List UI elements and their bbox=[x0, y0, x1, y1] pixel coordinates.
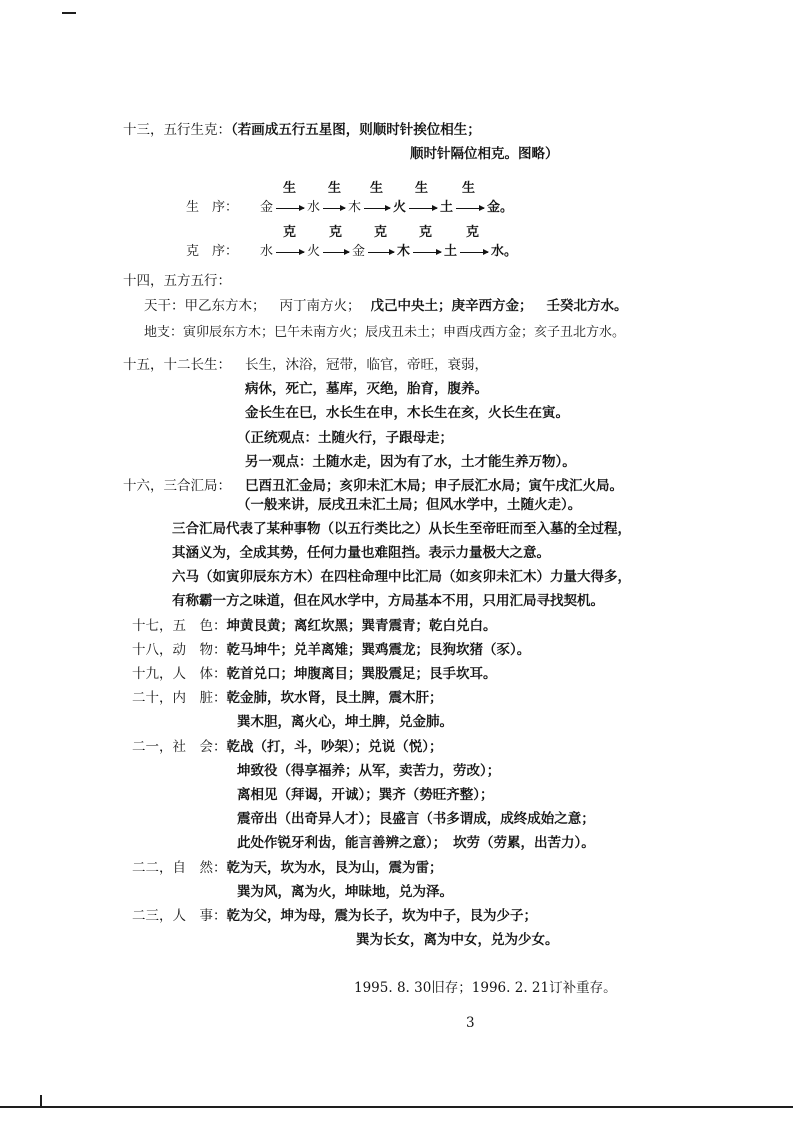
tiangan-entry: 丙丁南方火； bbox=[279, 298, 361, 314]
scan-tick-bottom bbox=[40, 1095, 42, 1108]
section-13-note-1: （若画成五行五星图，则顺时针挨位相生； bbox=[231, 122, 481, 138]
section-16-line: 其涵义为，全成其势，任何力量也难阻挡。表示力量极大之意。 bbox=[172, 545, 550, 561]
ke-relation: 克 bbox=[419, 225, 433, 240]
ke-relation: 克 bbox=[466, 225, 480, 240]
section-22-line: 乾为天，坎为水，艮为山，震为雷； bbox=[226, 860, 443, 876]
section-19 bbox=[132, 665, 497, 683]
section-17-text: 坤黄艮黄；离红坎黑；巽青震青；乾白兑白。 bbox=[226, 618, 497, 634]
section-23-heading: 二三，人 事： bbox=[132, 908, 227, 924]
section-17-heading: 十七，五 色： bbox=[132, 618, 227, 634]
tiangan-entry: 戊己中央土；庚辛西方金； bbox=[370, 298, 533, 314]
section-18 bbox=[132, 641, 530, 659]
ke-relation: 克 bbox=[374, 225, 388, 240]
ke-element: 土 bbox=[444, 244, 458, 259]
sheng-relation: 生 bbox=[415, 181, 429, 196]
ke-arrow bbox=[323, 252, 349, 253]
tiangan-entry: 甲乙东方木； bbox=[184, 298, 266, 314]
section-18-text: 乾马坤牛；兑羊离雉；巽鸡震龙；艮狗坎猪（豕）。 bbox=[226, 642, 531, 658]
section-22-line: 巽为风，离为火，坤昧地，兑为泽。 bbox=[237, 884, 453, 900]
section-23 bbox=[132, 907, 537, 925]
sheng-arrow bbox=[364, 208, 390, 209]
section-19-heading: 十九，人 体： bbox=[132, 666, 227, 682]
section-16-line: 三合汇局代表了某种事物（以五行类比之）从长生至帝旺而至入墓的全过程， bbox=[172, 521, 631, 537]
ke-relation: 克 bbox=[283, 225, 297, 240]
sheng-arrow bbox=[409, 208, 437, 209]
section-14-dizhi: 地支：寅卯辰东方木；巳午未南方火；辰戌丑未土；申酉戌西方金；亥子丑北方水。 bbox=[144, 325, 626, 340]
sheng-relation: 生 bbox=[370, 181, 384, 196]
sheng-element: 火 bbox=[393, 200, 407, 215]
section-22 bbox=[132, 859, 443, 877]
section-15-line: 金长生在巳，水长生在申，木长生在亥，火长生在寅。 bbox=[245, 405, 569, 421]
section-13 bbox=[123, 121, 481, 139]
section-21-heading: 二一，社 会： bbox=[132, 739, 227, 755]
section-18-heading: 十八，动 物： bbox=[132, 642, 227, 658]
section-17 bbox=[132, 617, 497, 635]
ke-element: 水。 bbox=[491, 244, 518, 259]
scan-mark-top bbox=[62, 12, 76, 14]
sheng-relation: 生 bbox=[462, 181, 476, 196]
ke-arrow bbox=[276, 252, 304, 253]
scan-line-bottom bbox=[0, 1106, 793, 1108]
section-14-heading: 十四，五方五行： bbox=[123, 273, 231, 289]
ke-element: 金 bbox=[352, 244, 366, 259]
section-20-heading: 二十，内 脏： bbox=[132, 690, 227, 706]
section-14-tiangan bbox=[144, 297, 628, 315]
section-13-heading: 十三，五行生克： bbox=[123, 122, 231, 138]
ke-element: 火 bbox=[307, 244, 321, 259]
ke-element: 水 bbox=[260, 244, 274, 259]
section-21-line: 乾战（打，斗，吵架）；兑说（悦）； bbox=[226, 739, 443, 755]
sheng-sequence bbox=[186, 181, 516, 219]
section-20 bbox=[132, 689, 443, 707]
ke-arrow bbox=[460, 252, 488, 253]
ke-sequence-label: 克 序： bbox=[186, 244, 239, 259]
section-21-line: 离相见（拜谒，开诚）；巽齐（势旺齐整）； bbox=[237, 787, 494, 803]
section-16-heading: 十六，三合汇局： bbox=[123, 478, 231, 494]
sheng-element: 土 bbox=[440, 200, 454, 215]
sheng-arrow bbox=[456, 208, 484, 209]
ke-arrow bbox=[368, 252, 394, 253]
tiangan-entry: 壬癸北方水。 bbox=[546, 298, 628, 314]
section-15-line: （正统观点：土随火行，子跟母走； bbox=[237, 430, 453, 446]
page-number: 3 bbox=[466, 1015, 475, 1031]
section-15-line: 病休，死亡，墓库，灭绝，胎育，腹养。 bbox=[245, 381, 488, 397]
section-16-line: 六马（如寅卯辰东方木）在四柱命理中比汇局（如亥卯未汇木）力量大得多， bbox=[172, 569, 631, 585]
ke-relation: 克 bbox=[329, 225, 343, 240]
sheng-sequence-label: 生 序： bbox=[186, 200, 239, 215]
section-13-note-2: 顺时针隔位相克。图略） bbox=[410, 146, 559, 162]
section-23-line: 乾为父，坤为母，震为长子，坎为中子，艮为少子； bbox=[226, 908, 537, 924]
section-21-line: 此处作锐牙利齿，能言善辨之意）； 坎劳（劳累，出苦力）。 bbox=[237, 835, 595, 851]
section-16-line: 有称霸一方之味道，但在风水学中，方局基本不用，只用汇局寻找契机。 bbox=[172, 593, 604, 609]
sheng-relation: 生 bbox=[283, 181, 297, 196]
section-21-line: 坤致役（得享福养；从军，卖苦力，劳改）； bbox=[237, 763, 501, 779]
sheng-arrow bbox=[323, 208, 345, 209]
section-23-line: 巽为长女，离为中女，兑为少女。 bbox=[356, 932, 559, 948]
section-16-line: 巳酉丑汇金局；亥卯未汇木局；申子辰汇水局；寅午戌汇火局。 bbox=[245, 478, 623, 494]
tiangan-label: 天干： bbox=[144, 298, 185, 314]
ke-element: 木 bbox=[397, 244, 411, 259]
section-22-heading: 二二，自 然： bbox=[132, 860, 227, 876]
section-21 bbox=[132, 738, 443, 756]
section-16-line: （一般来讲，辰戌丑未汇土局；但风水学中，土随火走）。 bbox=[237, 497, 582, 513]
section-21-line: 震帝出（出奇异人才）；艮盛言（书多谓成，成终成始之意； bbox=[237, 811, 595, 827]
sheng-arrow bbox=[276, 208, 304, 209]
sheng-relation: 生 bbox=[328, 181, 342, 196]
section-15-heading: 十五，十二长生： bbox=[123, 357, 231, 373]
section-19-text: 乾首兑口；坤腹离目；巽股震足；艮手坎耳。 bbox=[226, 666, 497, 682]
sheng-element: 水 bbox=[307, 200, 321, 215]
section-20-line: 乾金肺，坎水肾，艮土脾，震木肝； bbox=[226, 690, 443, 706]
section-15-line: 长生，沐浴，冠带，临官，帝旺，衰弱， bbox=[245, 357, 488, 373]
sheng-element: 木 bbox=[348, 200, 362, 215]
ke-arrow bbox=[413, 252, 441, 253]
date-note: 1995. 8. 30旧存；1996. 2. 21订补重存。 bbox=[354, 980, 617, 996]
section-20-line: 巽木胆，离火心，坤土脾，兑金肺。 bbox=[237, 714, 453, 730]
sheng-element: 金。 bbox=[487, 200, 514, 215]
section-15-line: 另一观点：土随水走，因为有了水，土才能生养万物）。 bbox=[245, 454, 576, 470]
sheng-element: 金 bbox=[260, 200, 274, 215]
ke-sequence bbox=[186, 225, 518, 263]
